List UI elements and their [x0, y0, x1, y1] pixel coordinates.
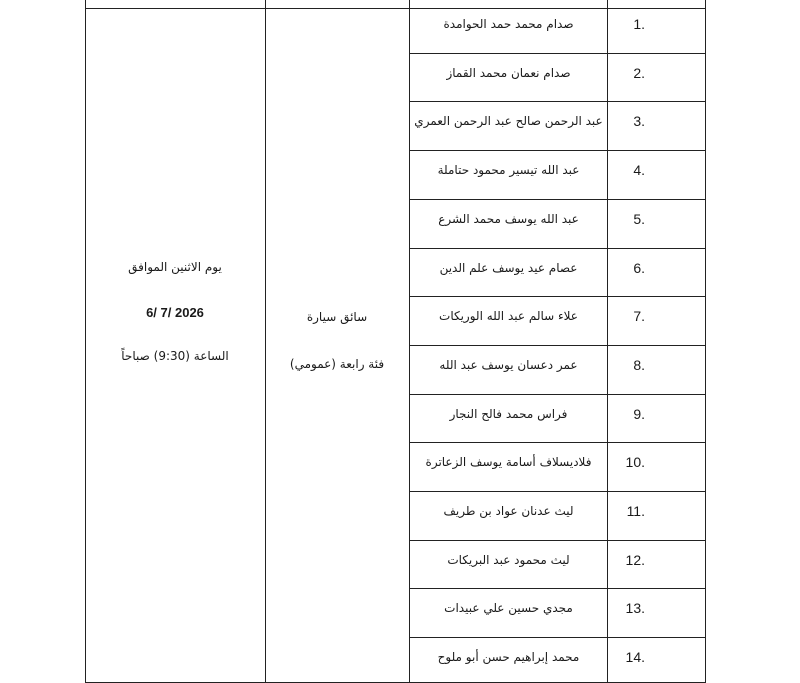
candidate-number	[608, 487, 705, 535]
candidate-name: صدام محمد حمد الحوامدة	[443, 17, 574, 31]
candidate-number-text: 14.	[625, 649, 645, 665]
candidate-name: صدام نعمان محمد القماز	[446, 66, 571, 80]
candidate-number-text: 9.	[633, 406, 645, 422]
candidate-name: فراس محمد فالح النجار	[449, 407, 568, 421]
candidate-name: عبد الله تيسير محمود حتاملة	[437, 163, 580, 177]
candidate-number	[608, 341, 705, 389]
candidate-name: عبد الرحمن صالح عبد الرحمن العمري	[414, 114, 603, 128]
candidate-number-text: 8.	[633, 357, 645, 373]
candidate-number	[608, 244, 705, 292]
candidate-name: فلاديسلاف أسامة يوسف الزعاترة	[425, 455, 592, 469]
job-title: سائق سيارة	[306, 310, 368, 324]
candidate-number	[608, 438, 705, 486]
job-category: فئة رابعة (عمومي)	[289, 357, 385, 371]
candidate-number-text: 2.	[633, 65, 645, 81]
candidate-number-text: 7.	[633, 308, 645, 324]
candidate-number-text: 6.	[633, 260, 645, 276]
candidate-number-text: 11.	[626, 503, 645, 519]
candidate-name: عمر دعسان يوسف عبد الله	[439, 358, 578, 372]
exam-date-value: 6/ 7/ 2026	[146, 305, 204, 320]
table-border-left	[85, 0, 86, 683]
candidate-number	[608, 584, 705, 632]
exam-day-label: يوم الاثنين الموافق	[128, 260, 222, 274]
candidate-number-text: 5.	[633, 211, 645, 227]
candidate-number	[608, 146, 705, 194]
candidate-number	[608, 49, 705, 97]
candidate-number-text: 12.	[625, 552, 645, 568]
candidate-number-text: 1.	[633, 16, 645, 32]
candidate-number-text: 13.	[625, 600, 645, 616]
candidate-number	[608, 0, 705, 48]
table-border-col2	[265, 0, 266, 683]
candidate-number	[608, 97, 705, 145]
candidate-number-text: 3.	[633, 113, 645, 129]
candidate-name: عصام عيد يوسف علم الدين	[439, 261, 578, 275]
candidate-name: محمد إبراهيم حسن أبو ملوح	[437, 650, 580, 664]
candidate-name: ليث عدنان عواد بن طريف	[443, 504, 574, 518]
candidate-name: عبد الله يوسف محمد الشرع	[438, 212, 579, 226]
candidate-number-text: 4.	[633, 162, 645, 178]
candidate-number	[608, 195, 705, 243]
candidate-number	[608, 633, 705, 681]
candidate-name: مجدي حسين علي عبيدات	[444, 601, 573, 615]
candidate-number	[608, 390, 705, 438]
candidate-name: ليث محمود عبد البريكات	[447, 553, 570, 567]
exam-time-label: الساعة (9:30) صباحاً	[121, 349, 229, 363]
candidate-number	[608, 536, 705, 584]
candidate-number	[608, 292, 705, 340]
candidate-number-text: 10.	[625, 454, 645, 470]
candidate-name: علاء سالم عبد الله الوريكات	[439, 309, 578, 323]
table-border-right	[705, 0, 706, 683]
